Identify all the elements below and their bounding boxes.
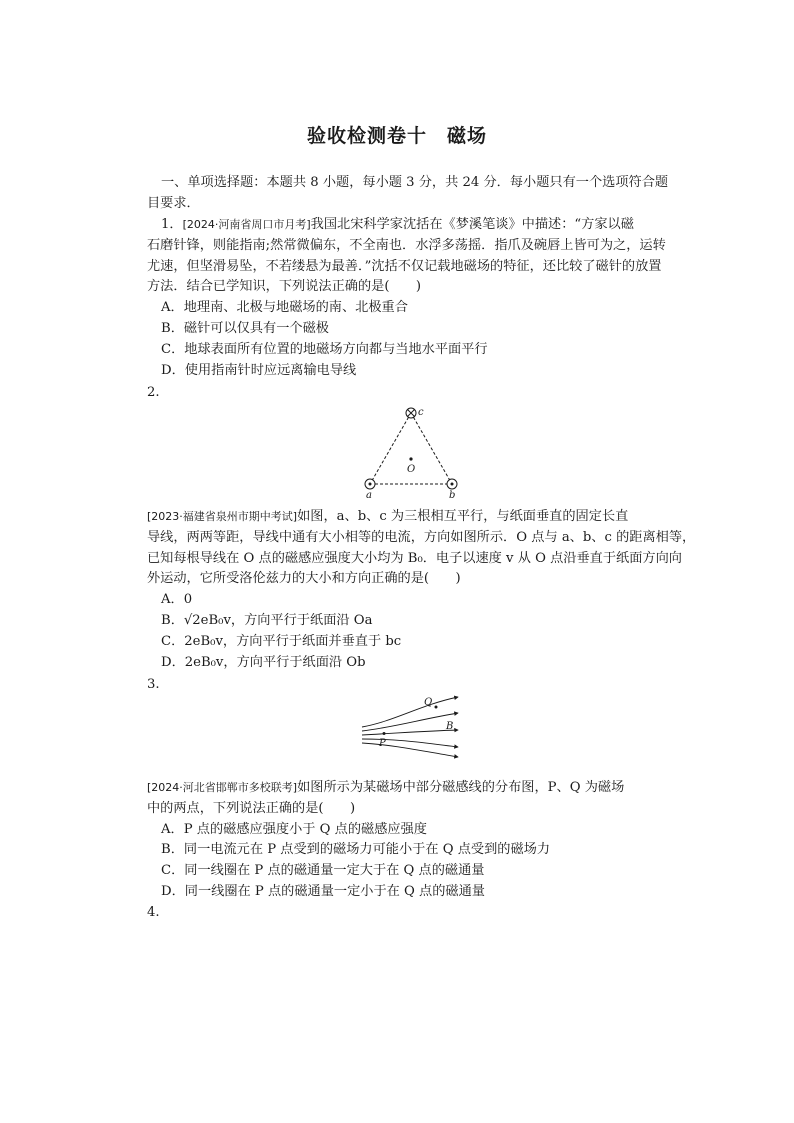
page-title: 验收检测卷十 磁场 <box>306 125 487 147</box>
q2-number: 2. <box>147 385 160 400</box>
q2-wire-a-out-of-page-icon <box>365 479 375 489</box>
q3-field-line-4 <box>362 739 458 747</box>
q3-stem-2: 中的两点，下列说法正确的是( ) <box>147 800 356 816</box>
q2-triangle-figure <box>355 400 475 500</box>
q3-label-q: Q <box>424 697 433 708</box>
q2-option-d[interactable]: D．2eB₀v，方向平行于纸面沿 Ob <box>161 654 366 670</box>
q3-option-b[interactable]: B．同一电流元在 P 点受到的磁场力可能小于在 Q 点受到的磁场力 <box>161 842 551 858</box>
q3-source: [2024·河北省邯郸市多校联考] <box>147 781 298 794</box>
q2-stem-3: 已知每根导线在 O 点的磁感应强度大小均为 B₀．电子以速度 v 从 O 点沿垂直于纸面方向向 <box>147 550 682 566</box>
q3-field-lines-figure <box>360 693 470 759</box>
q2-line-1 <box>147 507 661 528</box>
q3-label-b: B <box>446 721 454 732</box>
q3-line-1 <box>147 778 661 799</box>
question-1 <box>147 215 666 381</box>
q2-stem-2: 导线，两两等距，导线中通有大小相等的电流，方向如图所示．O 点与 a、b、c 的距离相等， <box>147 529 696 545</box>
q1-stem-2: 石磨针锋，则能指南;然常微偏东，不全南也．水浮多荡摇．指爪及碗唇上皆可为之，运转 <box>147 237 666 253</box>
q2-wire-b-out-of-page-icon <box>447 479 457 489</box>
section-line-2: 目要求． <box>147 195 200 211</box>
question-2 <box>147 507 696 673</box>
q3-point-p-icon <box>383 732 386 735</box>
question-3 <box>147 778 661 903</box>
q2-side-ca <box>370 413 411 484</box>
q1-option-b[interactable]: B．磁针可以仅具有一个磁极 <box>161 320 329 336</box>
q3-stem-1: 如图所示为某磁场中部分磁感线的分布图，P、Q 为磁场 <box>297 780 625 795</box>
q2-stem-4: 外运动，它所受洛伦兹力的大小和方向正确的是( ) <box>147 571 461 587</box>
q3-field-line-3 <box>362 730 458 735</box>
q2-wire-c-into-page-icon <box>406 408 416 418</box>
q2-label-o: O <box>407 464 416 475</box>
q1-number: 1． <box>161 217 183 232</box>
q3-number: 3. <box>147 677 160 692</box>
q2-stem-1: 如图，a、b、c 为三根相互平行，与纸面垂直的固定长直 <box>297 509 629 524</box>
q3-option-d[interactable]: D．同一线圈在 P 点的磁通量一定小于在 Q 点的磁通量 <box>161 883 485 899</box>
q3-field-line-2 <box>362 713 458 731</box>
q1-line-1 <box>147 215 661 236</box>
q2-label-c: c <box>418 407 424 418</box>
q2-side-cb <box>411 413 452 484</box>
q1-option-a[interactable]: A．地理南、北极与地磁场的南、北极重合 <box>161 300 408 316</box>
q3-point-q-icon <box>435 706 438 709</box>
q1-stem-1: 我国北宋科学家沈括在《梦溪笔谈》中描述：“方家以磁 <box>310 217 634 232</box>
q1-stem-3: 尤速，但坚滑易坠，不若缕悬为最善．”沈括不仅记载地磁场的特征，还比较了磁针的放置 <box>147 258 662 274</box>
q3-option-a[interactable]: A．P 点的磁感应强度小于 Q 点的磁感应强度 <box>161 821 427 837</box>
q2-label-a: a <box>366 490 372 500</box>
q2-source: [2023·福建省泉州市期中考试] <box>147 510 298 523</box>
q1-option-d[interactable]: D．使用指南针时应远离输电导线 <box>161 362 357 378</box>
q1-stem-4: 方法．结合已学知识，下列说法正确的是( ) <box>147 279 422 295</box>
q2-label-b: b <box>449 490 456 500</box>
q3-option-c[interactable]: C．同一线圈在 P 点的磁通量一定大于在 Q 点的磁通量 <box>161 863 485 879</box>
q1-source: [2024·河南省周口市月考] <box>182 218 311 231</box>
section-header <box>147 173 669 215</box>
section-line-1: 一、单项选择题：本题共 8 小题，每小题 3 分，共 24 分．每小题只有一个选项符合题 <box>161 175 669 190</box>
q2-point-o-icon <box>409 457 412 460</box>
q2-option-a[interactable]: A．0 <box>161 592 193 608</box>
q2-option-c[interactable]: C．2eB₀v，方向平行于纸面并垂直于 bc <box>161 633 402 649</box>
q2-option-b[interactable]: B．√2eB₀v，方向平行于纸面沿 Oa <box>161 612 373 628</box>
q4-number: 4. <box>147 905 160 920</box>
q1-option-c[interactable]: C．地球表面所有位置的地磁场方向都与当地水平面平行 <box>161 341 488 357</box>
q3-label-p: P <box>379 738 386 749</box>
